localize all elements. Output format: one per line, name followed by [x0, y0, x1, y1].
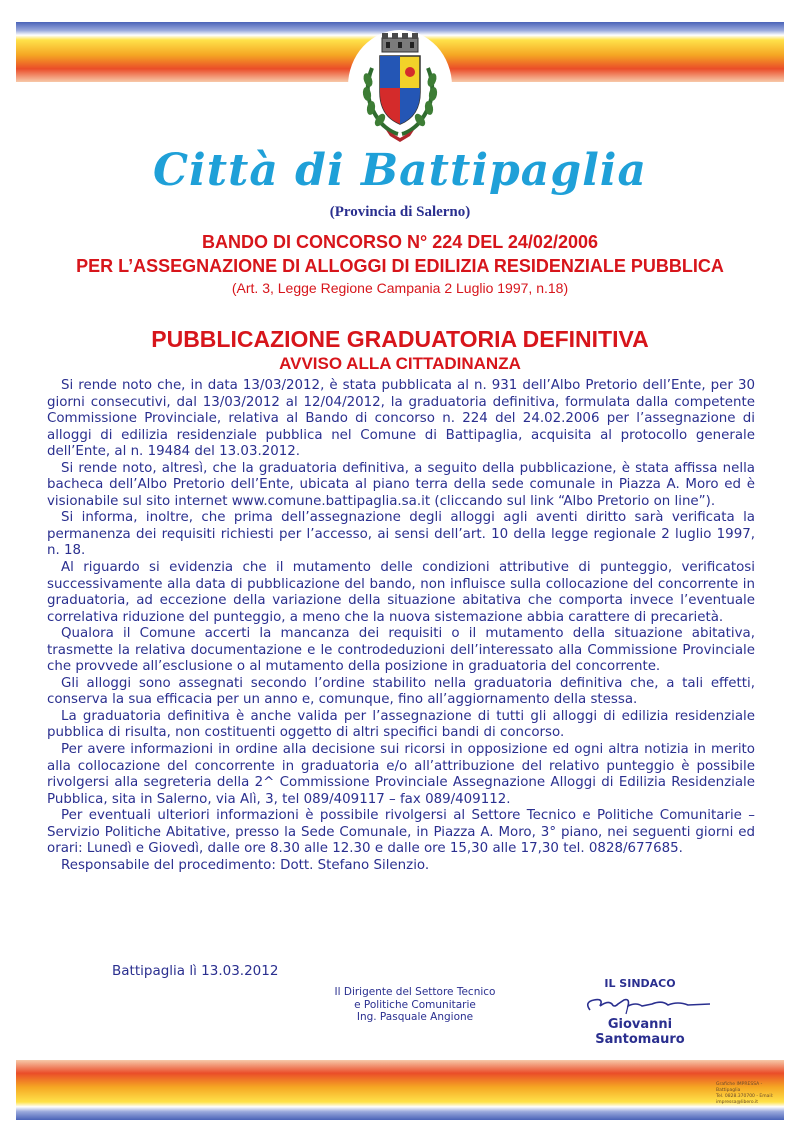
bando-heading-line-2: PER L’ASSEGNAZIONE DI ALLOGGI DI EDILIZIA RESIDENZIALE PUBBLICA	[76, 256, 724, 276]
paragraph-office-hours: Per eventuali ulteriori informazioni è possibile rivolgersi al Settore Tecnico e Politiche Comunitarie – Servizio Politiche Abitative, presso la Sede Comunale, in Piazza A. Moro, 3° piano, nei seguenti giorni ed orari: Lunedì e Giovedì, dalle ore 8.30 alle 12.30 e dalle ore 15,30 alle 17,30 tel. 0828/677685.	[47, 808, 755, 857]
city-title: Città di Battipaglia	[152, 145, 648, 196]
printer-line-1: Grafiche IMPRESSA - Battipaglia	[716, 1082, 763, 1093]
sindaco-name: Giovanni Santomauro	[595, 1017, 685, 1047]
bando-heading-line-1: BANDO DI CONCORSO N° 224 DEL 24/02/2006	[202, 232, 598, 252]
paragraph-graduatoria-validity: La graduatoria definitiva è anche valida per l’assegnazione di tutti gli alloggi di edilizia residenziale pubblica di risulta, non costituenti oggetto di altri specifici bandi di concorso.	[47, 708, 755, 741]
sindaco-label: IL SINDACO	[604, 977, 676, 990]
paragraph-publication: Si rende noto che, in data 13/03/2012, è stata pubblicata al n. 931 dell’Albo Pretorio dell’Ente, per 30 giorni consecutivi, dal 13/03/2012 al 12/04/2012, la graduatoria definitiva, formulata dalla competente Commissione Provinciale, relativa al Bando di concorso n. 224 del 24.02.2006 per l’assegnazione di alloggi di edilizia residenziale pubblica nel Comune di Battipaglia, acquisita al protocollo generale dell’Ente, al n. 19484 del 13.03.2012.	[47, 378, 755, 460]
paragraph-appeals-info: Per avere informazioni in ordine alla decisione sui ricorsi in opposizione ed ogni altra notizia in merito alla collocazione del concorrente in graduatoria e/o all’attribuzione del relativo punteggio è possibile rivolgersi alla segreteria della 2^ Commissione Provinciale Assegnazione Alloggi di Edilizia Residenziale Pubblica, sita in Salerno, via Alì, 3, tel 089/409117 – fax 089/409112.	[47, 742, 755, 807]
responsible-officer: Responsabile del procedimento: Dott. Stefano Silenzio.	[61, 857, 430, 873]
dirigente-line-3: Ing. Pasquale Angione	[356, 1011, 474, 1023]
publication-subtitle: AVVISO ALLA CITTADINANZA	[279, 354, 521, 373]
battipaglia-coat-of-arms-icon	[352, 28, 448, 142]
paragraph-assignment-validity: Gli alloggi sono assegnati secondo l’ordine stabilito nella graduatoria definitiva che, a tali effetti, conserva la sua efficacia per un anno e, comunque, fino all’aggiornamento della stessa.	[47, 675, 755, 708]
dirigente-line-1: Il Dirigente del Settore Tecnico	[334, 986, 496, 998]
dirigente-signature-block	[300, 986, 530, 1024]
bando-legal-reference: (Art. 3, Legge Regione Campania 2 Luglio 1997, n.18)	[231, 280, 569, 296]
bottom-color-band	[16, 1060, 784, 1120]
mayor-signature-icon	[578, 992, 718, 1018]
publication-title: PUBBLICAZIONE GRADUATORIA DEFINITIVA	[151, 326, 649, 352]
printer-line-2: Tel. 0828.370700 - Email: impressa@libero.it	[716, 1094, 774, 1105]
province-subtitle: (Provincia di Salerno)	[329, 204, 471, 220]
paragraph-albo-pretorio: Si rende noto, altresì, che la graduatoria definitiva, a seguito della pubblicazione, è stata affissa nella bacheca dell’Albo Pretorio dell’Ente, ubicata al piano terra della sede comunale in Piazza A. Moro ed è visionabile sul sito internet www.comune.battipaglia.sa.it (cliccando sul link “Albo Pretorio on line”).	[47, 460, 755, 509]
printer-credit	[716, 1082, 784, 1106]
paragraph-score-conditions: Al riguardo si evidenzia che il mutamento delle condizioni attributive di punteggio, verificatosi successivamente alla data di pubblicazione del bando, non influisce sulla collocazione del concorrente in graduatoria, ad eccezione della variazione della situazione abitativa che comporta invece l’eventuale correlativa riduzione del punteggio, a meno che la nuova sistemazione abbia carattere di precarietà.	[47, 560, 755, 625]
place-date: Battipaglia lì 13.03.2012	[112, 963, 279, 979]
dirigente-line-2: e Politiche Comunitarie	[354, 998, 476, 1011]
paragraph-commission-exclusion: Qualora il Comune accerti la mancanza dei requisiti o il mutamento della situazione abitativa, trasmette la relativa documentazione e le controdeduzioni dell’interessato alla Commissione Provinciale che provvede all’esclusione o al mutamento della posizione in graduatoria del concorrente.	[47, 626, 755, 675]
notice-body	[47, 378, 755, 874]
paragraph-requirements-check: Si informa, inoltre, che prima dell’assegnazione degli alloggi agli aventi diritto sarà verificata la permanenza dei requisiti richiesti per l’accesso, ai sensi dell’art. 10 della legge regionale 2 luglio 1997, n. 18.	[47, 510, 755, 559]
